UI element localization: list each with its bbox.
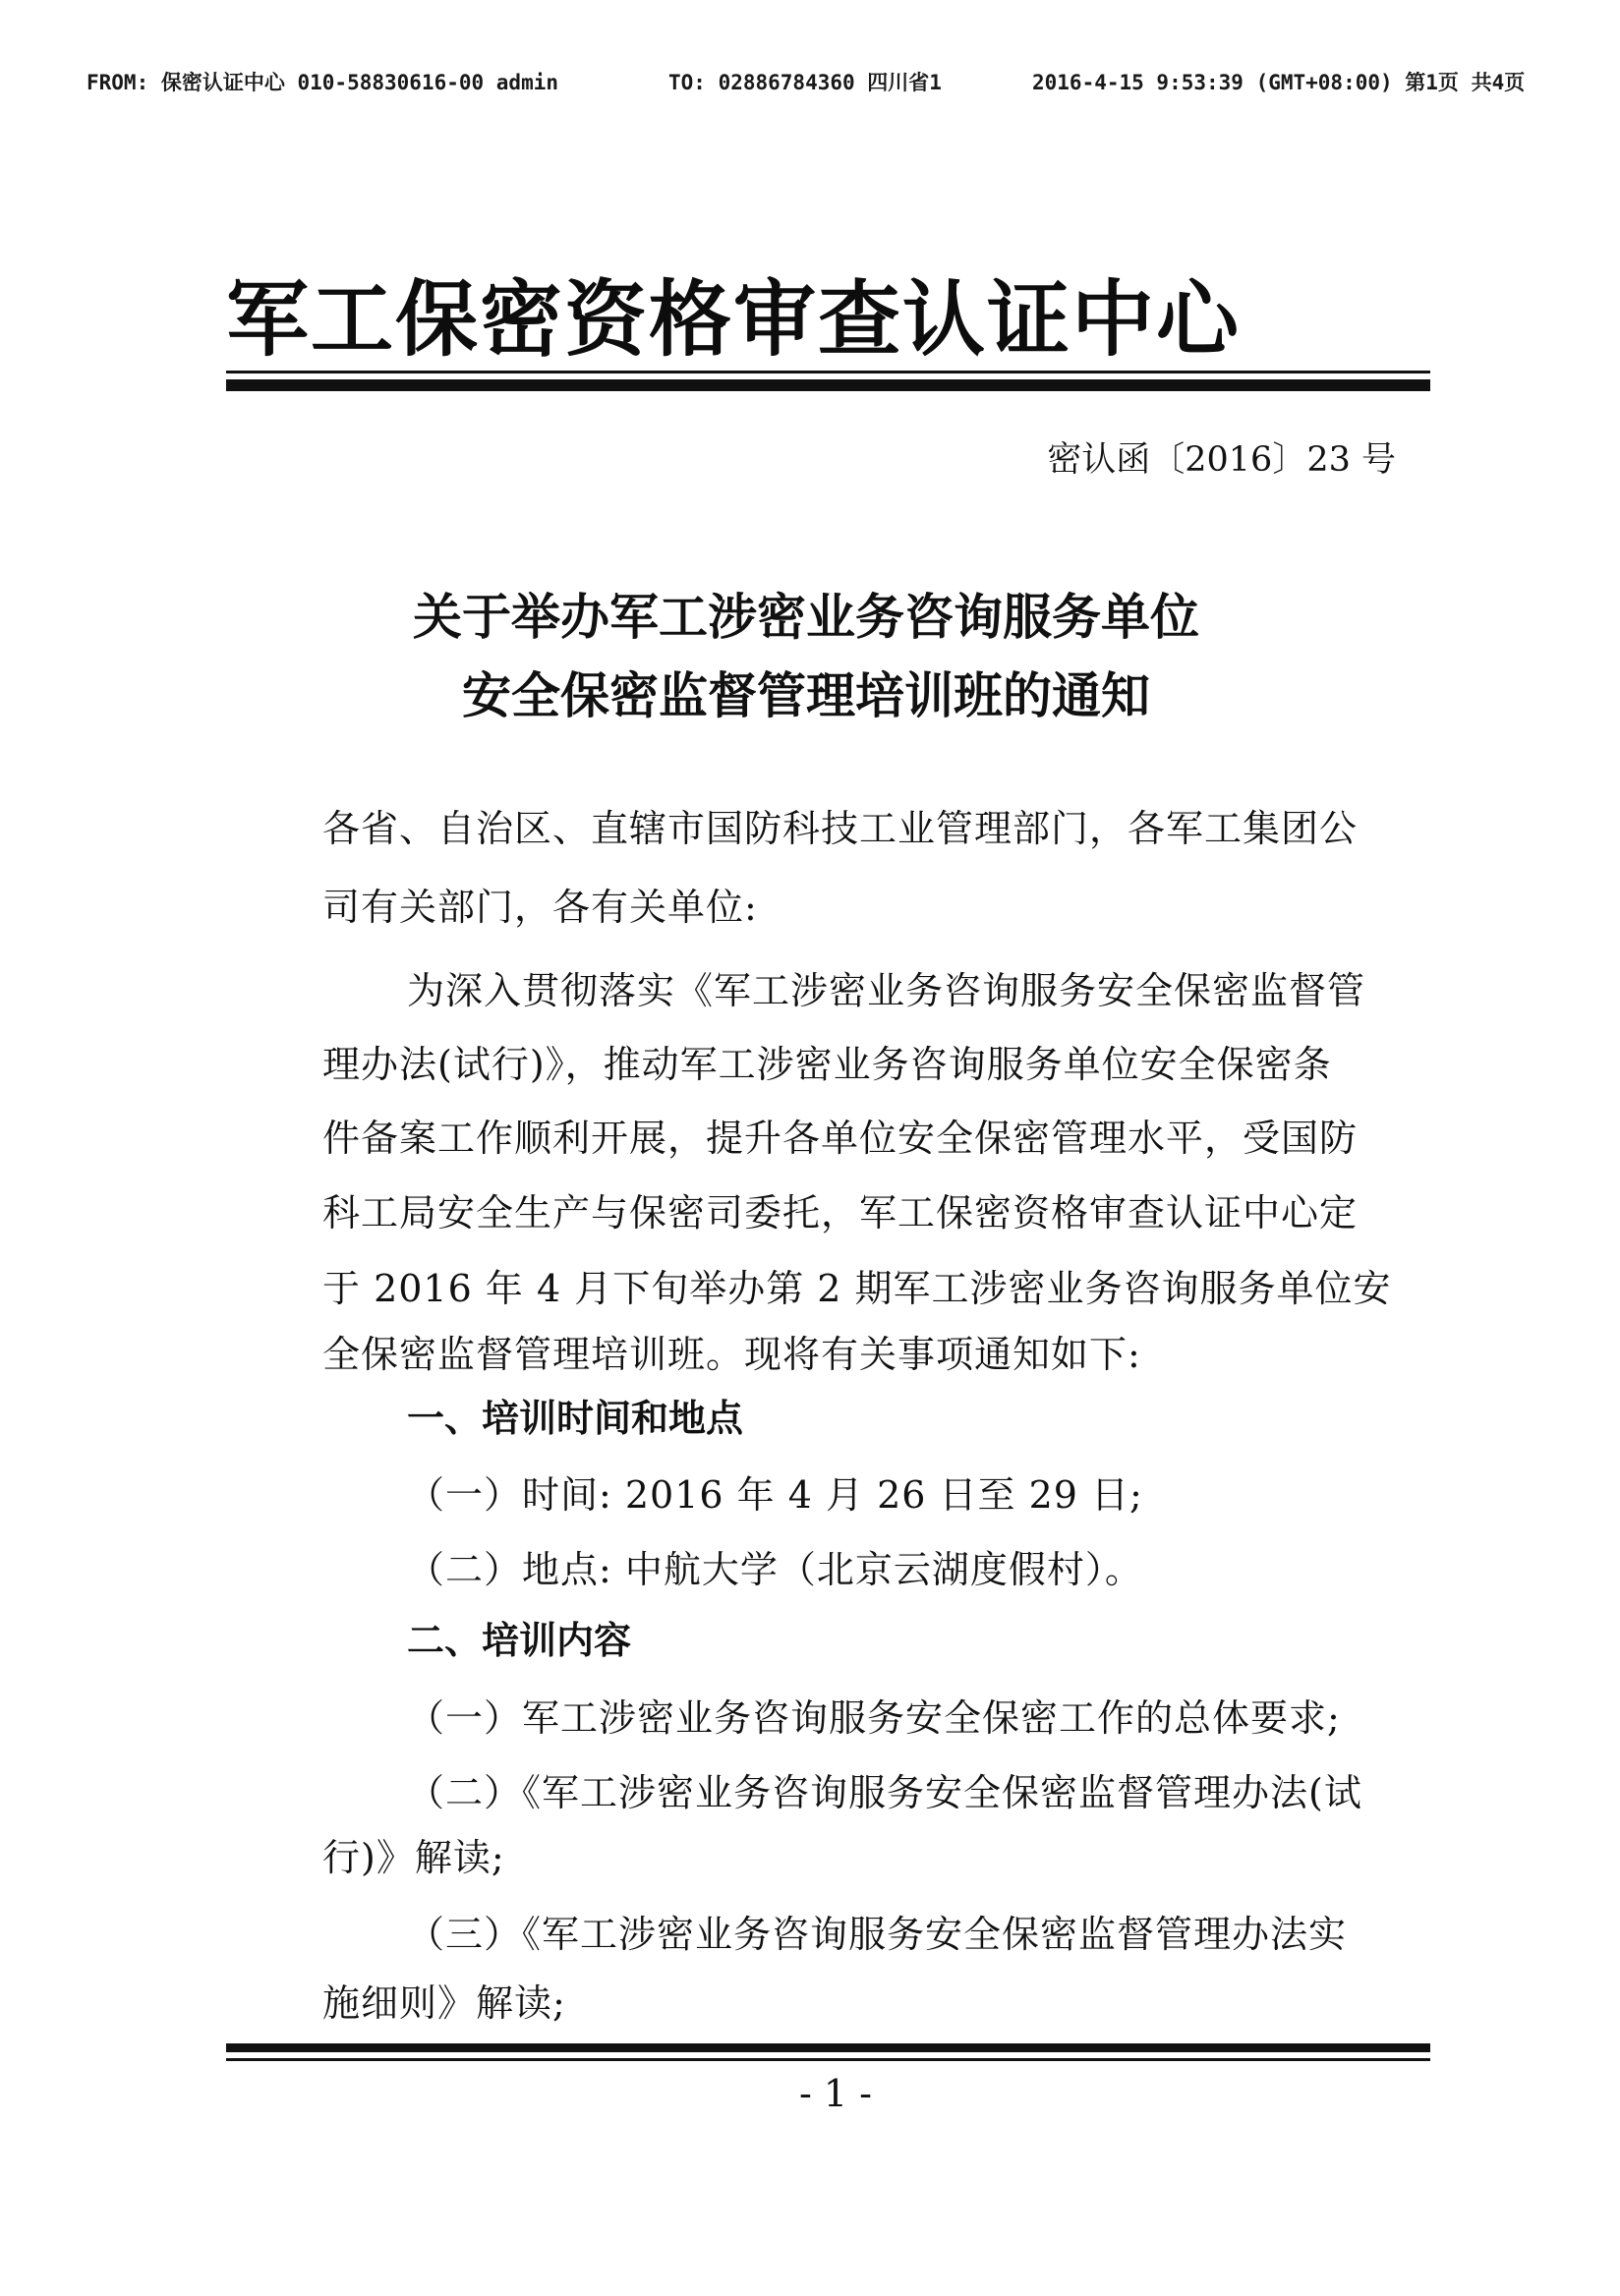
fax-from: FROM: 保密认证中心 010-58830616-00 admin [87, 71, 559, 94]
body-paragraph-line-4: 科工局安全生产与保密司委托，军工保密资格审查认证中心定 [322, 1191, 1359, 1234]
body-paragraph-line-5: 于 2016 年 4 月下旬举办第 2 期军工涉密业务咨询服务单位安 [322, 1267, 1392, 1310]
section-heading-2: 二、培训内容 [407, 1619, 632, 1662]
document-title-line-1: 关于举办军工涉密业务咨询服务单位 [413, 589, 1199, 646]
footer-rule-thick [226, 2043, 1430, 2052]
document-number: 密认函〔2016〕23 号 [1047, 440, 1396, 480]
body-paragraph-line-1: 为深入贯彻落实《军工涉密业务咨询服务安全保密监督管 [407, 969, 1366, 1012]
fax-timestamp: 2016-4-15 9:53:39 (GMT+08:00) 第1页 共4页 [1032, 71, 1526, 94]
header-rule-thick [226, 379, 1430, 391]
section-2-item-2-cont: 行)》解读; [322, 1836, 505, 1879]
body-paragraph-line-2: 理办法(试行)》，推动军工涉密业务咨询服务单位安全保密条 [322, 1043, 1332, 1086]
addressee-line-2: 司有关部门，各有关单位: [322, 886, 758, 929]
fax-to: TO: 02886784360 四川省1 [668, 71, 942, 94]
body-paragraph-line-6: 全保密监督管理培训班。现将有关事项通知如下: [322, 1333, 1141, 1376]
section-2-item-1: （一）军工涉密业务咨询服务安全保密工作的总体要求; [407, 1696, 1341, 1740]
section-2-item-3: （三）《军工涉密业务咨询服务安全保密监督管理办法实 [407, 1913, 1348, 1956]
page-number: - 1 - [798, 2072, 872, 2115]
body-paragraph-line-3: 件备案工作顺利开展，提升各单位安全保密管理水平，受国防 [322, 1117, 1359, 1160]
document-title-line-2: 安全保密监督管理培训班的通知 [462, 667, 1150, 724]
section-heading-1: 一、培训时间和地点 [407, 1397, 744, 1440]
header-rule-thin [226, 371, 1430, 373]
section-1-item-2: （二）地点: 中航大学（北京云湖度假村）。 [407, 1548, 1143, 1591]
addressee-line-1: 各省、自治区、直辖市国防科技工业管理部门，各军工集团公 [322, 807, 1359, 850]
section-1-item-1: （一）时间: 2016 年 4 月 26 日至 29 日; [407, 1473, 1143, 1517]
section-2-item-3-cont: 施细则》解读; [322, 1981, 566, 2025]
footer-rule-thin [226, 2058, 1430, 2061]
section-2-item-2: （二）《军工涉密业务咨询服务安全保密监督管理办法(试 [407, 1771, 1362, 1814]
organization-title: 军工保密资格审查认证中心 [226, 271, 1242, 368]
fax-header [87, 67, 1600, 102]
